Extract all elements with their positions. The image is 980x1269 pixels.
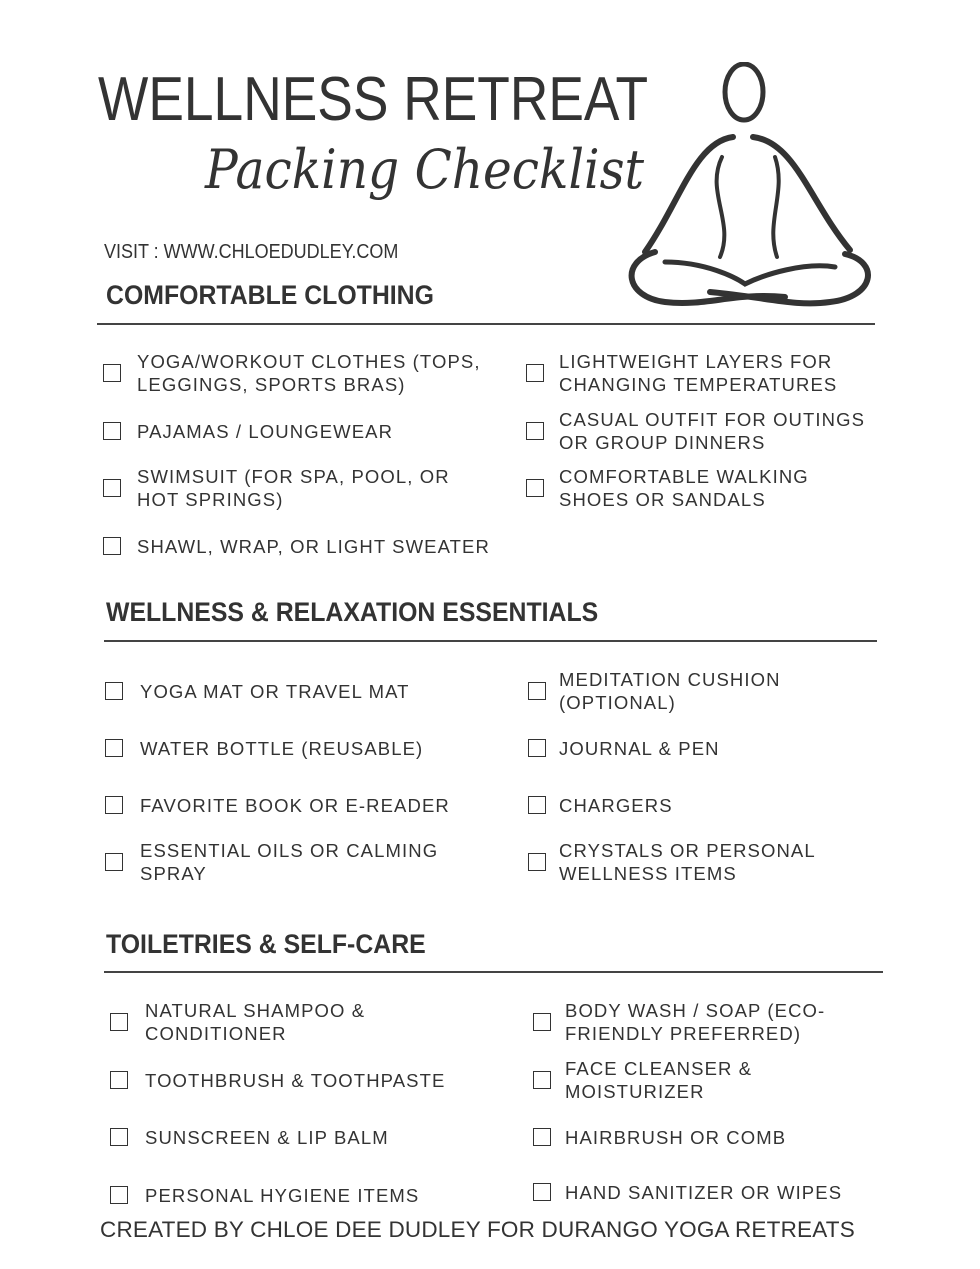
checkbox[interactable]	[105, 682, 123, 700]
checklist-item[interactable]	[103, 345, 481, 401]
checkbox[interactable]	[103, 479, 121, 497]
item-label: JOURNAL & PEN	[559, 737, 720, 759]
meditation-figure-icon	[625, 62, 875, 322]
checkbox[interactable]	[528, 796, 546, 814]
checkbox[interactable]	[110, 1186, 128, 1204]
checklist-item[interactable]	[526, 403, 865, 459]
item-label: CASUAL OUTFIT FOR OUTINGS OR GROUP DINNERS	[559, 409, 866, 453]
checklist-item[interactable]	[526, 345, 837, 401]
checkbox[interactable]	[528, 739, 546, 757]
checkbox[interactable]	[526, 364, 544, 382]
page-subtitle: Packing Checklist	[205, 138, 645, 201]
item-label: TOOTHBRUSH & TOOTHPASTE	[145, 1069, 446, 1091]
item-label: BODY WASH / SOAP (ECO- FRIENDLY PREFERRED)	[565, 1000, 826, 1044]
section-heading-toiletries: TOILETRIES & SELF-CARE	[106, 929, 426, 959]
item-label: MEDITATION CUSHION (OPTIONAL)	[559, 669, 781, 713]
item-label: SWIMSUIT (FOR SPA, POOL, OR HOT SPRINGS)	[137, 466, 450, 510]
checklist-item[interactable]	[110, 1052, 445, 1108]
item-label: SHAWL, WRAP, OR LIGHT SWEATER	[137, 535, 490, 557]
item-label: PERSONAL HYGIENE ITEMS	[145, 1184, 420, 1206]
item-label: CRYSTALS OR PERSONAL WELLNESS ITEMS	[559, 840, 816, 884]
checkbox[interactable]	[533, 1071, 551, 1089]
item-label: FACE CLEANSER & MOISTURIZER	[565, 1058, 753, 1102]
checklist-item[interactable]	[110, 1167, 419, 1223]
checklist-item[interactable]	[105, 777, 450, 833]
item-label: CHARGERS	[559, 794, 673, 816]
footer-credit: CREATED BY CHLOE DEE DUDLEY FOR DURANGO YOGA RETREATS	[100, 1217, 855, 1242]
checklist-item[interactable]	[533, 1109, 786, 1165]
checkbox[interactable]	[533, 1013, 551, 1031]
checkbox[interactable]	[105, 853, 123, 871]
item-label: ESSENTIAL OILS OR CALMING SPRAY	[140, 840, 439, 884]
checklist-item[interactable]	[528, 663, 781, 719]
checkbox[interactable]	[103, 537, 121, 555]
checklist-item[interactable]	[533, 994, 825, 1050]
checklist-item[interactable]	[110, 1109, 389, 1165]
checkbox[interactable]	[103, 422, 121, 440]
website-link: VISIT : WWW.CHLOEDUDLEY.COM	[104, 241, 399, 263]
item-label: YOGA/WORKOUT CLOTHES (TOPS, LEGGINGS, SPORTS BRAS)	[137, 351, 481, 395]
checklist-item[interactable]	[528, 777, 673, 833]
checklist-item[interactable]	[110, 994, 365, 1050]
checklist-item[interactable]	[528, 720, 720, 776]
section-divider	[104, 971, 883, 973]
checklist-item[interactable]	[526, 460, 809, 516]
checklist-item[interactable]	[528, 834, 816, 890]
item-label: NATURAL SHAMPOO & CONDITIONER	[145, 1000, 366, 1044]
item-label: LIGHTWEIGHT LAYERS FOR CHANGING TEMPERATURES	[559, 351, 838, 395]
checklist-item[interactable]	[533, 1052, 752, 1108]
checkbox[interactable]	[103, 364, 121, 382]
section-divider	[97, 323, 875, 325]
item-label: WATER BOTTLE (REUSABLE)	[140, 737, 424, 759]
section-divider	[104, 640, 877, 642]
item-label: SUNSCREEN & LIP BALM	[145, 1126, 389, 1148]
checkbox[interactable]	[533, 1128, 551, 1146]
checklist-item[interactable]	[103, 518, 490, 574]
item-label: FAVORITE BOOK OR E-READER	[140, 794, 450, 816]
checkbox[interactable]	[526, 479, 544, 497]
checkbox[interactable]	[105, 796, 123, 814]
checkbox[interactable]	[528, 682, 546, 700]
item-label: HAND SANITIZER OR WIPES	[565, 1181, 843, 1203]
item-label: PAJAMAS / LOUNGEWEAR	[137, 420, 394, 442]
checklist-item[interactable]	[103, 460, 450, 516]
checkbox[interactable]	[110, 1013, 128, 1031]
checkbox[interactable]	[105, 739, 123, 757]
section-heading-wellness: WELLNESS & RELAXATION ESSENTIALS	[106, 597, 599, 627]
checklist-item[interactable]	[105, 720, 423, 776]
section-heading-clothing: COMFORTABLE CLOTHING	[106, 280, 434, 310]
checklist-item[interactable]	[105, 663, 410, 719]
checkbox[interactable]	[110, 1128, 128, 1146]
checklist-item[interactable]	[105, 834, 438, 890]
page-title: WELLNESS RETREAT	[98, 65, 649, 134]
item-label: HAIRBRUSH OR COMB	[565, 1126, 787, 1148]
checkbox[interactable]	[526, 422, 544, 440]
checklist-item[interactable]	[533, 1164, 842, 1220]
item-label: YOGA MAT OR TRAVEL MAT	[140, 680, 410, 702]
checkbox[interactable]	[528, 853, 546, 871]
checkbox[interactable]	[533, 1183, 551, 1201]
item-label: COMFORTABLE WALKING SHOES OR SANDALS	[559, 466, 809, 510]
checklist-item[interactable]	[103, 403, 393, 459]
checkbox[interactable]	[110, 1071, 128, 1089]
